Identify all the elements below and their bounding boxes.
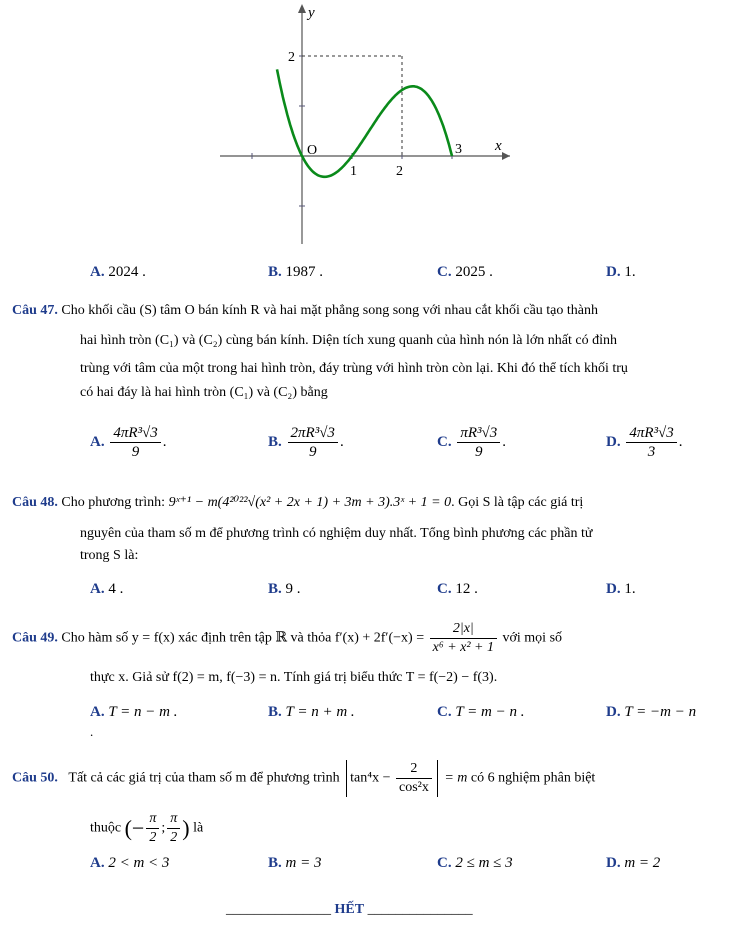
footer-end-text: HẾT — [334, 902, 365, 917]
option-label: B. — [268, 433, 282, 450]
q49-trailing-dot: . — [90, 724, 94, 739]
option-label: D. — [606, 855, 621, 871]
q48-line3: trong S là: — [80, 548, 139, 563]
question-label: Câu 47. — [12, 303, 58, 318]
q47-line3: trùng với tâm của một trong hai hình tròn, đáy trùng với hình tròn còn lại. Khi đó thể tích khối trụ — [80, 361, 628, 376]
option-text: T = −m − n — [624, 704, 697, 720]
q46-option-a[interactable] — [90, 264, 146, 281]
q47-option-c[interactable]: C. $\frac{\text{πR³√3}}{9}$ . — [437, 425, 507, 460]
option-text: m = 2 — [624, 855, 661, 871]
question-text: là — [193, 820, 204, 836]
option-label: C. — [437, 855, 452, 871]
q49-option-d[interactable] — [606, 704, 696, 721]
option-label: A. — [90, 264, 105, 280]
function-graph — [210, 0, 520, 250]
x-tick-3-label: 3 — [455, 142, 462, 157]
q48-option-c[interactable] — [437, 581, 478, 598]
q46-option-b[interactable] — [268, 264, 323, 281]
q47-line4: có hai đáy là hai hình tròn (C₁) và (C₂) bằng — [80, 385, 328, 400]
option-text: 9 . — [285, 581, 301, 597]
option-fraction: $\frac{\text{4πR³√3}}{3}$ — [626, 424, 676, 461]
option-label: A. — [90, 433, 105, 450]
q49-option-a[interactable] — [90, 704, 178, 721]
q49-line2: thực x. Giả sử f(2) = m, f(−3) = n. Tính giá trị biểu thức T = f(−2) − f(3). — [90, 670, 498, 685]
question-label: Câu 49. — [12, 630, 58, 646]
footer-rule-left: _______________ — [226, 902, 331, 917]
q48-line2: nguyên của tham số m để phương trình có nghiệm duy nhất. Tổng bình phương các phần tử — [80, 526, 593, 541]
cubic-curve — [277, 69, 452, 176]
option-label: D. — [606, 704, 621, 720]
abs-left: tan⁴x − — [350, 770, 391, 786]
option-label: D. — [606, 264, 621, 280]
q50-option-d[interactable] — [606, 855, 660, 872]
question-text: Cho phương trình: — [61, 495, 166, 510]
option-label: B. — [268, 704, 282, 720]
option-label: B. — [268, 855, 282, 871]
option-text: T = m − n . — [455, 704, 525, 720]
option-text: 2 < m < 3 — [108, 855, 170, 871]
option-label: C. — [437, 704, 452, 720]
option-text: 12 . — [455, 581, 478, 597]
q47-line1 — [12, 303, 598, 319]
option-label: C. — [437, 264, 452, 280]
q47-option-d[interactable]: D. $\frac{\text{4πR³√3}}{3}$ . — [606, 425, 683, 460]
interval-frac-left: $\frac{\pi}{2}$ — [146, 810, 159, 847]
interval-sep: ; — [161, 820, 166, 836]
q49-option-c[interactable] — [437, 704, 525, 721]
abs-right: = m — [444, 770, 468, 786]
q48-line1 — [12, 494, 583, 511]
q48-option-b[interactable] — [268, 581, 301, 598]
y-tick-2-label: 2 — [288, 50, 295, 65]
option-label: A. — [90, 704, 105, 720]
x-axis-arrow — [502, 152, 510, 160]
option-label: A. — [90, 581, 105, 597]
q49-line1 — [12, 620, 562, 657]
q49-option-b[interactable] — [268, 704, 355, 721]
question-text: Cho khối cầu (S) tâm O bán kính R và hai mặt phẳng song song với nhau cắt khối cầu tạo thành — [61, 303, 598, 318]
q50-line2 — [90, 810, 203, 847]
option-label: D. — [606, 433, 621, 450]
question-text: có 6 nghiệm phân biệt — [470, 770, 596, 786]
q48-option-a[interactable] — [90, 581, 123, 598]
question-text: với mọi số — [502, 630, 563, 646]
end-footer — [226, 902, 473, 918]
q50-option-c[interactable] — [437, 855, 513, 872]
y-axis-label: y — [308, 5, 315, 21]
question-text: thuộc — [90, 820, 122, 836]
option-text: 4 . — [108, 581, 124, 597]
abs-expression — [346, 760, 438, 797]
option-text: 2025 . — [455, 264, 493, 280]
option-text: 1. — [624, 581, 636, 597]
option-text: 1987 . — [285, 264, 324, 280]
q50-option-b[interactable] — [268, 855, 321, 872]
interval-close: ) — [182, 815, 190, 841]
interval-open: (− — [124, 815, 145, 841]
option-label: C. — [437, 433, 452, 450]
option-label: C. — [437, 581, 452, 597]
x-tick-2-label: 2 — [396, 164, 403, 179]
interval-frac-right: $\frac{\pi}{2}$ — [167, 810, 180, 847]
option-text: T = n − m . — [108, 704, 178, 720]
y-axis-arrow — [298, 4, 306, 13]
option-text: T = n + m . — [285, 704, 355, 720]
x-tick-1-label: 1 — [350, 164, 357, 179]
option-text: 2024 . — [108, 264, 146, 280]
q50-option-a[interactable] — [90, 855, 169, 872]
q48-option-d[interactable] — [606, 581, 636, 598]
option-fraction: $\frac{\text{πR³√3}}{9}$ — [457, 424, 500, 461]
abs-fraction: $\frac{2}{\text{cos²x}}$ — [396, 760, 432, 797]
origin-label: O — [307, 143, 318, 158]
option-text: m = 3 — [285, 855, 322, 871]
q47-option-b[interactable]: B. $\frac{\text{2πR³√3}}{9}$ . — [268, 425, 344, 460]
option-label: A. — [90, 855, 105, 871]
option-label: B. — [268, 264, 282, 280]
option-text: 1. — [624, 264, 636, 280]
footer-rule-right: _______________ — [367, 902, 473, 917]
option-fraction: $\frac{\text{4πR³√3}}{9}$ — [110, 424, 160, 461]
q50-line1 — [12, 760, 595, 797]
x-axis-label: x — [495, 138, 502, 154]
q46-option-d[interactable] — [606, 264, 636, 281]
equation: 9ˣ⁺¹ − m(4²⁰²²√(x² + 2x + 1) + 3m + 3).3ˣ + 1 = 0 — [168, 495, 452, 510]
question-text: Tất cả các giá trị của tham số m để phương trình — [68, 770, 340, 786]
q47-option-a[interactable]: A. $\frac{\text{4πR³√3}}{9}$ . — [90, 425, 167, 460]
option-label: D. — [606, 581, 621, 597]
q47-line2: hai hình tròn (C₁) và (C₂) cùng bán kính. Diện tích xung quanh của hình nón là lớn nhất có đỉnh — [80, 333, 618, 348]
question-label: Câu 50. — [12, 770, 58, 786]
option-fraction: $\frac{\text{2πR³√3}}{9}$ — [288, 424, 338, 461]
equation-fraction: $\frac{2|x|}{\text{x⁶ + x² + 1}}$ — [430, 620, 497, 657]
question-label: Câu 48. — [12, 495, 58, 510]
question-text: . Gọi S là tập các giá trị — [451, 495, 584, 510]
option-label: B. — [268, 581, 282, 597]
option-text: 2 ≤ m ≤ 3 — [455, 855, 513, 871]
q46-option-c[interactable] — [437, 264, 493, 281]
question-text: Cho hàm số y = f(x) xác định trên tập ℝ và thỏa f′(x) + 2f′(−x) = — [61, 630, 425, 646]
